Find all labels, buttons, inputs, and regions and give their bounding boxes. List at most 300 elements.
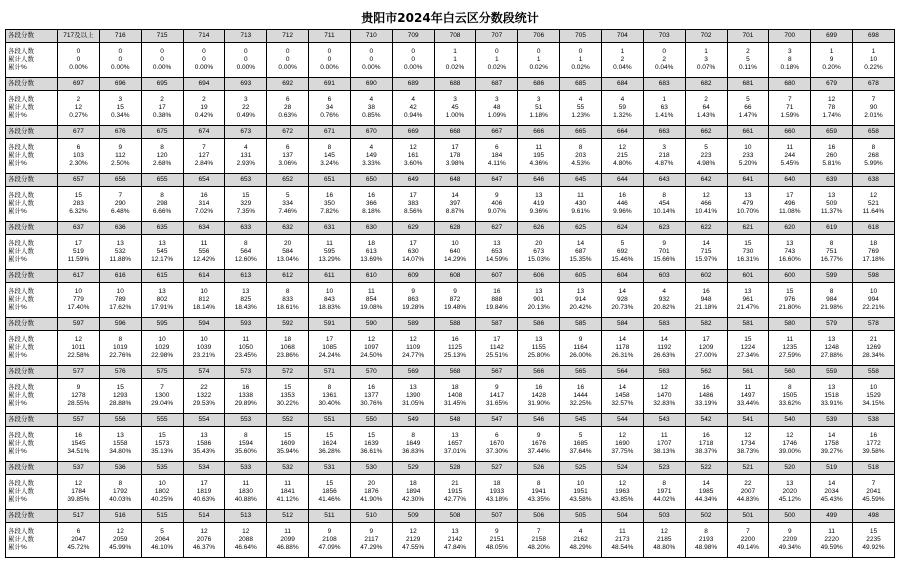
- score-cell: 621: [727, 222, 769, 235]
- score-cell: 550: [350, 414, 392, 427]
- stats-cell: [58, 331, 100, 366]
- cumulative-value: 994: [868, 296, 879, 303]
- stats-cell: [769, 283, 811, 318]
- cumulative-percent-value: 35.43%: [192, 448, 215, 455]
- cumulative-percent-value: 45.59%: [862, 496, 885, 503]
- count-value: 0: [662, 48, 667, 55]
- cumulative-percent-value: 0.22%: [864, 64, 883, 71]
- stats-data-row: [6, 91, 895, 126]
- count-value: 3: [536, 96, 541, 103]
- count-value: 7: [202, 144, 206, 151]
- stats-cell: [853, 379, 895, 414]
- cumulative-value: 17: [158, 104, 166, 111]
- count-value: 9: [662, 240, 667, 247]
- cumulative-value: 1915: [447, 488, 463, 495]
- score-cell: 665: [560, 126, 602, 139]
- cumulative-percent-value: 40.88%: [234, 496, 257, 503]
- cumulative-percent-value: 0.94%: [403, 112, 423, 119]
- stats-cell: [476, 187, 518, 222]
- score-cell: 676: [99, 126, 141, 139]
- stats-cell: [769, 427, 811, 462]
- score-cell: 637: [58, 222, 100, 235]
- cumulative-percent-value: 46.88%: [276, 544, 299, 551]
- stats-cell: [183, 187, 225, 222]
- score-cell: 654: [183, 174, 225, 187]
- count-value: 10: [451, 240, 459, 247]
- cumulative-percent-value: 34.51%: [67, 448, 90, 455]
- cumulative-percent-value: 1.23%: [571, 112, 590, 119]
- cumulative-percent-value: 47.09%: [318, 544, 341, 551]
- score-cell: 500: [769, 510, 811, 523]
- count-value: 13: [535, 288, 543, 295]
- score-cell: 553: [225, 414, 267, 427]
- cumulative-value: 2193: [698, 536, 714, 543]
- cumulative-percent-value: 19.84%: [485, 304, 508, 311]
- count-value: 15: [869, 528, 878, 535]
- count-value: 12: [702, 192, 710, 199]
- cumulative-value: 66: [744, 104, 752, 111]
- cumulative-percent-value: 43.58%: [569, 496, 592, 503]
- cumulative-percent-value: 4.80%: [613, 160, 632, 167]
- score-cell: 698: [853, 30, 895, 43]
- stats-cell: [601, 91, 643, 126]
- cumulative-percent-value: 33.91%: [820, 400, 843, 407]
- count-value: 12: [116, 528, 124, 535]
- count-value: 10: [869, 384, 878, 391]
- cumulative-percent-value: 31.05%: [402, 400, 425, 407]
- count-value: 17: [493, 336, 501, 343]
- count-label: 各段人数: [8, 336, 34, 343]
- count-value: 6: [76, 528, 81, 535]
- stats-data-row: [6, 523, 895, 558]
- score-cell: 593: [225, 318, 267, 331]
- cumulative-percent-value: 22.98%: [151, 352, 174, 359]
- count-value: 1: [662, 96, 667, 103]
- count-label: 各段人数: [8, 192, 34, 199]
- score-cell: 558: [853, 366, 895, 379]
- cumulative-percent-value: 20.73%: [611, 304, 634, 311]
- count-value: 7: [787, 96, 792, 103]
- stats-cell: [685, 235, 727, 270]
- cumulative-percent-value: 30.76%: [360, 400, 383, 407]
- cumulative-percent-value: 3.24%: [320, 160, 339, 167]
- count-value: 12: [409, 336, 417, 343]
- score-cell: 538: [853, 414, 895, 427]
- cumulative-value: 2059: [113, 536, 128, 543]
- stats-cell: [309, 139, 351, 174]
- count-value: 10: [869, 288, 878, 295]
- cumulative-value: 545: [156, 248, 168, 255]
- stats-cell: [267, 475, 309, 510]
- score-row-label: 各段分数: [6, 222, 58, 235]
- score-cell: 546: [518, 414, 560, 427]
- count-value: 15: [786, 288, 794, 295]
- count-value: 9: [578, 336, 583, 343]
- cumulative-value: 1624: [322, 440, 337, 447]
- cumulative-value: 9: [829, 56, 834, 63]
- cumulative-percent-value: 0.02%: [487, 64, 507, 71]
- score-cell: 700: [769, 30, 811, 43]
- count-value: 16: [869, 432, 878, 439]
- score-header-row: [6, 174, 895, 187]
- stats-cell: [350, 91, 392, 126]
- cumulative-percent-value: 49.92%: [862, 544, 885, 551]
- cumulative-percent-value: 2.68%: [152, 160, 172, 167]
- cumulative-percent-value: 32.57%: [611, 400, 634, 407]
- cumulative-value: 1505: [782, 392, 797, 399]
- cumulative-value: 1192: [657, 344, 672, 351]
- count-value: 15: [325, 432, 334, 439]
- score-cell: 566: [518, 366, 560, 379]
- cumulative-value: 78: [827, 104, 836, 111]
- score-header-row: [6, 270, 895, 283]
- count-value: 9: [411, 288, 415, 295]
- stats-cell: [727, 235, 769, 270]
- stats-cell: [727, 43, 769, 78]
- score-cell: 663: [643, 126, 685, 139]
- score-cell: 514: [183, 510, 225, 523]
- cumulative-value: 366: [365, 200, 377, 207]
- cumulative-value: 751: [826, 248, 838, 255]
- stats-cell: [601, 283, 643, 318]
- stats-cell: [727, 187, 769, 222]
- stats-row-labels: [6, 379, 58, 414]
- stats-cell: [811, 43, 853, 78]
- count-value: 18: [451, 384, 459, 391]
- cumulative-value: 1235: [782, 344, 797, 351]
- count-value: 12: [409, 528, 417, 535]
- cumulative-value: 64: [702, 104, 710, 111]
- cumulative-percent-value: 0.02%: [529, 64, 548, 71]
- score-cell: 589: [392, 318, 434, 331]
- stats-cell: [518, 379, 560, 414]
- cumulative-percent-value: 46.37%: [192, 544, 215, 551]
- stats-cell: [350, 43, 392, 78]
- stats-cell: [183, 331, 225, 366]
- cumulative-value: 521: [868, 200, 879, 207]
- count-value: 10: [74, 288, 83, 295]
- stats-data-row: [6, 427, 895, 462]
- score-cell: 648: [434, 174, 476, 187]
- stats-cell: [141, 187, 183, 222]
- count-value: 6: [327, 96, 332, 103]
- stats-cell: [434, 91, 476, 126]
- stats-cell: [309, 43, 351, 78]
- stats-cell: [434, 427, 476, 462]
- cumulative-value: 131: [240, 152, 252, 159]
- cumulative-percent-value: 1.47%: [738, 112, 758, 119]
- cumulative-percent-value: 46.64%: [234, 544, 257, 551]
- score-cell: 650: [350, 174, 392, 187]
- count-value: 17: [325, 336, 334, 343]
- stats-cell: [560, 139, 602, 174]
- cumulative-percent-value: 10.14%: [653, 208, 676, 215]
- count-value: 11: [367, 288, 375, 295]
- cumulative-value: 103: [72, 152, 84, 159]
- count-value: 1: [871, 48, 876, 55]
- stats-cell: [99, 379, 141, 414]
- cumulative-percent-value: 37.64%: [569, 448, 592, 455]
- stats-cell: [58, 139, 100, 174]
- stats-cell: [811, 331, 853, 366]
- cumulative-percent-value: 10.41%: [695, 208, 718, 215]
- cumulative-value: 3: [704, 56, 708, 63]
- cumulative-percent-value: 2.50%: [111, 160, 130, 167]
- score-header-row: [6, 222, 895, 235]
- cumulative-value: 2007: [740, 488, 756, 495]
- cumulative-percent-value: 28.34%: [862, 352, 885, 359]
- score-row-label: 各段分数: [6, 318, 58, 331]
- score-cell: 587: [476, 318, 518, 331]
- cumulative-percent-value: 41.90%: [360, 496, 383, 503]
- count-value: 15: [744, 336, 752, 343]
- cumulative-percent-label: 累计%: [8, 160, 27, 167]
- score-cell: 661: [727, 126, 769, 139]
- cumulative-percent-value: 31.45%: [443, 400, 467, 407]
- stats-data-row: [6, 187, 895, 222]
- cumulative-value: 1685: [573, 440, 588, 447]
- cumulative-label: 累计人数: [8, 440, 34, 447]
- score-row-label: 各段分数: [6, 462, 58, 475]
- cumulative-value: 825: [240, 296, 252, 303]
- cumulative-value: 1300: [154, 392, 170, 399]
- count-value: 15: [242, 192, 250, 199]
- stats-cell: [601, 43, 643, 78]
- cumulative-value: 1670: [489, 440, 505, 447]
- cumulative-value: 1856: [322, 488, 337, 495]
- cumulative-percent-value: 28.55%: [67, 400, 90, 407]
- cumulative-value: 1792: [113, 488, 128, 495]
- score-cell: 579: [811, 318, 853, 331]
- cumulative-percent-value: 4.53%: [571, 160, 590, 167]
- stats-cell: [518, 91, 560, 126]
- count-value: 13: [535, 192, 543, 199]
- count-value: 20: [367, 480, 375, 487]
- stats-cell: [225, 379, 267, 414]
- cumulative-value: 2185: [657, 536, 672, 543]
- cumulative-percent-value: 43.35%: [527, 496, 550, 503]
- stats-cell: [560, 523, 602, 558]
- cumulative-value: 630: [407, 248, 419, 255]
- score-cell: 584: [601, 318, 643, 331]
- count-value: 10: [325, 288, 334, 295]
- cumulative-value: 0: [243, 56, 248, 63]
- cumulative-value: 479: [742, 200, 754, 207]
- cumulative-percent-value: 0.00%: [236, 64, 256, 71]
- cumulative-value: 1784: [71, 488, 86, 495]
- score-header-row: [6, 414, 895, 427]
- cumulative-percent-value: 36.28%: [318, 448, 341, 455]
- stats-data-row: [6, 475, 895, 510]
- count-value: 0: [327, 48, 332, 55]
- score-cell: 596: [99, 318, 141, 331]
- cumulative-value: 1529: [866, 392, 881, 399]
- cumulative-percent-value: 1.43%: [696, 112, 716, 119]
- count-value: 8: [578, 144, 583, 151]
- stats-cell: [727, 331, 769, 366]
- stats-cell: [518, 475, 560, 510]
- stats-row-labels: [6, 187, 58, 222]
- cumulative-percent-value: 31.65%: [485, 400, 508, 407]
- cumulative-value: 715: [700, 248, 712, 255]
- count-label: 各段人数: [8, 384, 34, 391]
- cumulative-value: 769: [868, 248, 879, 255]
- cumulative-percent-value: 33.44%: [736, 400, 759, 407]
- count-value: 0: [160, 48, 164, 55]
- score-cell: 499: [811, 510, 853, 523]
- score-cell: 586: [518, 318, 560, 331]
- stats-cell: [518, 43, 560, 78]
- score-cell: 571: [309, 366, 351, 379]
- score-cell: 643: [643, 174, 685, 187]
- cumulative-value: 1377: [364, 392, 379, 399]
- cumulative-value: 430: [575, 200, 586, 207]
- cumulative-value: 2158: [531, 536, 546, 543]
- cumulative-label: 累计人数: [8, 104, 34, 111]
- score-cell: 615: [141, 270, 183, 283]
- cumulative-value: 2173: [615, 536, 630, 543]
- stats-cell: [267, 331, 309, 366]
- stats-cell: [853, 427, 895, 462]
- score-cell: 506: [518, 510, 560, 523]
- score-row-label: 各段分数: [6, 414, 58, 427]
- score-cell: 606: [518, 270, 560, 283]
- cumulative-value: 2108: [322, 536, 337, 543]
- stats-cell: [267, 43, 309, 78]
- count-value: 12: [618, 144, 626, 151]
- score-cell: 530: [350, 462, 392, 475]
- cumulative-value: 1109: [406, 344, 421, 351]
- count-value: 16: [74, 432, 83, 439]
- count-value: 11: [284, 480, 292, 487]
- score-cell: 695: [141, 78, 183, 91]
- cumulative-value: 446: [616, 200, 628, 207]
- cumulative-value: 397: [449, 200, 461, 207]
- cumulative-percent-value: 0.00%: [194, 64, 214, 71]
- score-cell: 710: [350, 30, 392, 43]
- cumulative-value: 1819: [196, 488, 212, 495]
- cumulative-value: 59: [618, 104, 626, 111]
- cumulative-percent-value: 14.29%: [443, 256, 467, 263]
- stats-cell: [225, 187, 267, 222]
- cumulative-percent-value: 2.93%: [236, 160, 256, 167]
- score-cell: 711: [309, 30, 351, 43]
- score-cell: 712: [267, 30, 309, 43]
- stats-cell: [560, 235, 602, 270]
- stats-cell: [518, 523, 560, 558]
- count-value: 13: [535, 336, 543, 343]
- cumulative-value: 0: [160, 56, 164, 63]
- stats-cell: [560, 475, 602, 510]
- score-cell: 691: [309, 78, 351, 91]
- stats-cell: [183, 475, 225, 510]
- stats-cell: [183, 235, 225, 270]
- count-value: 11: [284, 528, 292, 535]
- cumulative-value: 0: [327, 56, 332, 63]
- stats-cell: [769, 379, 811, 414]
- stats-cell: [58, 523, 100, 558]
- count-value: 16: [535, 384, 543, 391]
- stats-cell: [350, 283, 392, 318]
- count-value: 15: [325, 480, 334, 487]
- stats-cell: [727, 91, 769, 126]
- cumulative-percent-value: 30.22%: [276, 400, 299, 407]
- stats-cell: [183, 427, 225, 462]
- cumulative-percent-value: 38.13%: [653, 448, 676, 455]
- count-value: 10: [158, 480, 166, 487]
- stats-cell: [58, 283, 100, 318]
- cumulative-percent-value: 0.85%: [362, 112, 381, 119]
- score-cell: 673: [225, 126, 267, 139]
- cumulative-value: 2099: [280, 536, 295, 543]
- cumulative-value: 51: [535, 104, 543, 111]
- count-value: 0: [536, 48, 541, 55]
- stats-cell: [853, 91, 895, 126]
- count-value: 21: [869, 336, 878, 343]
- count-value: 3: [243, 96, 248, 103]
- score-cell: 588: [434, 318, 476, 331]
- score-cell: 634: [183, 222, 225, 235]
- cumulative-percent-value: 23.21%: [192, 352, 215, 359]
- count-value: 7: [871, 96, 876, 103]
- stats-cell: [99, 475, 141, 510]
- score-header-row: [6, 510, 895, 523]
- stats-cell: [769, 331, 811, 366]
- stats-cell: [643, 379, 685, 414]
- count-value: 18: [367, 240, 375, 247]
- score-cell: 701: [727, 30, 769, 43]
- stats-cell: [183, 379, 225, 414]
- cumulative-value: 34: [325, 104, 334, 111]
- cumulative-value: 218: [658, 152, 670, 159]
- cumulative-percent-value: 18.83%: [318, 304, 341, 311]
- score-header-row: [6, 78, 895, 91]
- cumulative-value: 1876: [364, 488, 379, 495]
- cumulative-value: 195: [533, 152, 545, 159]
- count-value: 3: [118, 96, 123, 103]
- count-label: 各段人数: [8, 432, 34, 439]
- score-cell: 555: [141, 414, 183, 427]
- stats-cell: [267, 187, 309, 222]
- stats-cell: [434, 43, 476, 78]
- cumulative-percent-value: 16.77%: [820, 256, 843, 263]
- stats-cell: [811, 187, 853, 222]
- cumulative-value: 687: [575, 248, 586, 255]
- cumulative-percent-value: 7.35%: [236, 208, 256, 215]
- stats-cell: [643, 43, 685, 78]
- stats-data-row: [6, 139, 895, 174]
- count-value: 8: [243, 432, 248, 439]
- cumulative-value: 19: [200, 104, 208, 111]
- cumulative-percent-value: 31.90%: [527, 400, 550, 407]
- count-label: 各段人数: [8, 48, 34, 55]
- score-cell: 524: [601, 462, 643, 475]
- cumulative-value: 984: [826, 296, 838, 303]
- stats-cell: [309, 523, 351, 558]
- cumulative-percent-value: 36.83%: [402, 448, 425, 455]
- stats-cell: [601, 235, 643, 270]
- score-cell: 592: [267, 318, 309, 331]
- stats-cell: [853, 331, 895, 366]
- count-value: 9: [495, 528, 499, 535]
- stats-cell: [643, 139, 685, 174]
- score-cell: 613: [225, 270, 267, 283]
- stats-cell: [183, 91, 225, 126]
- stats-cell: [350, 331, 392, 366]
- cumulative-percent-value: 8.87%: [445, 208, 465, 215]
- score-cell: 594: [183, 318, 225, 331]
- cumulative-value: 564: [240, 248, 252, 255]
